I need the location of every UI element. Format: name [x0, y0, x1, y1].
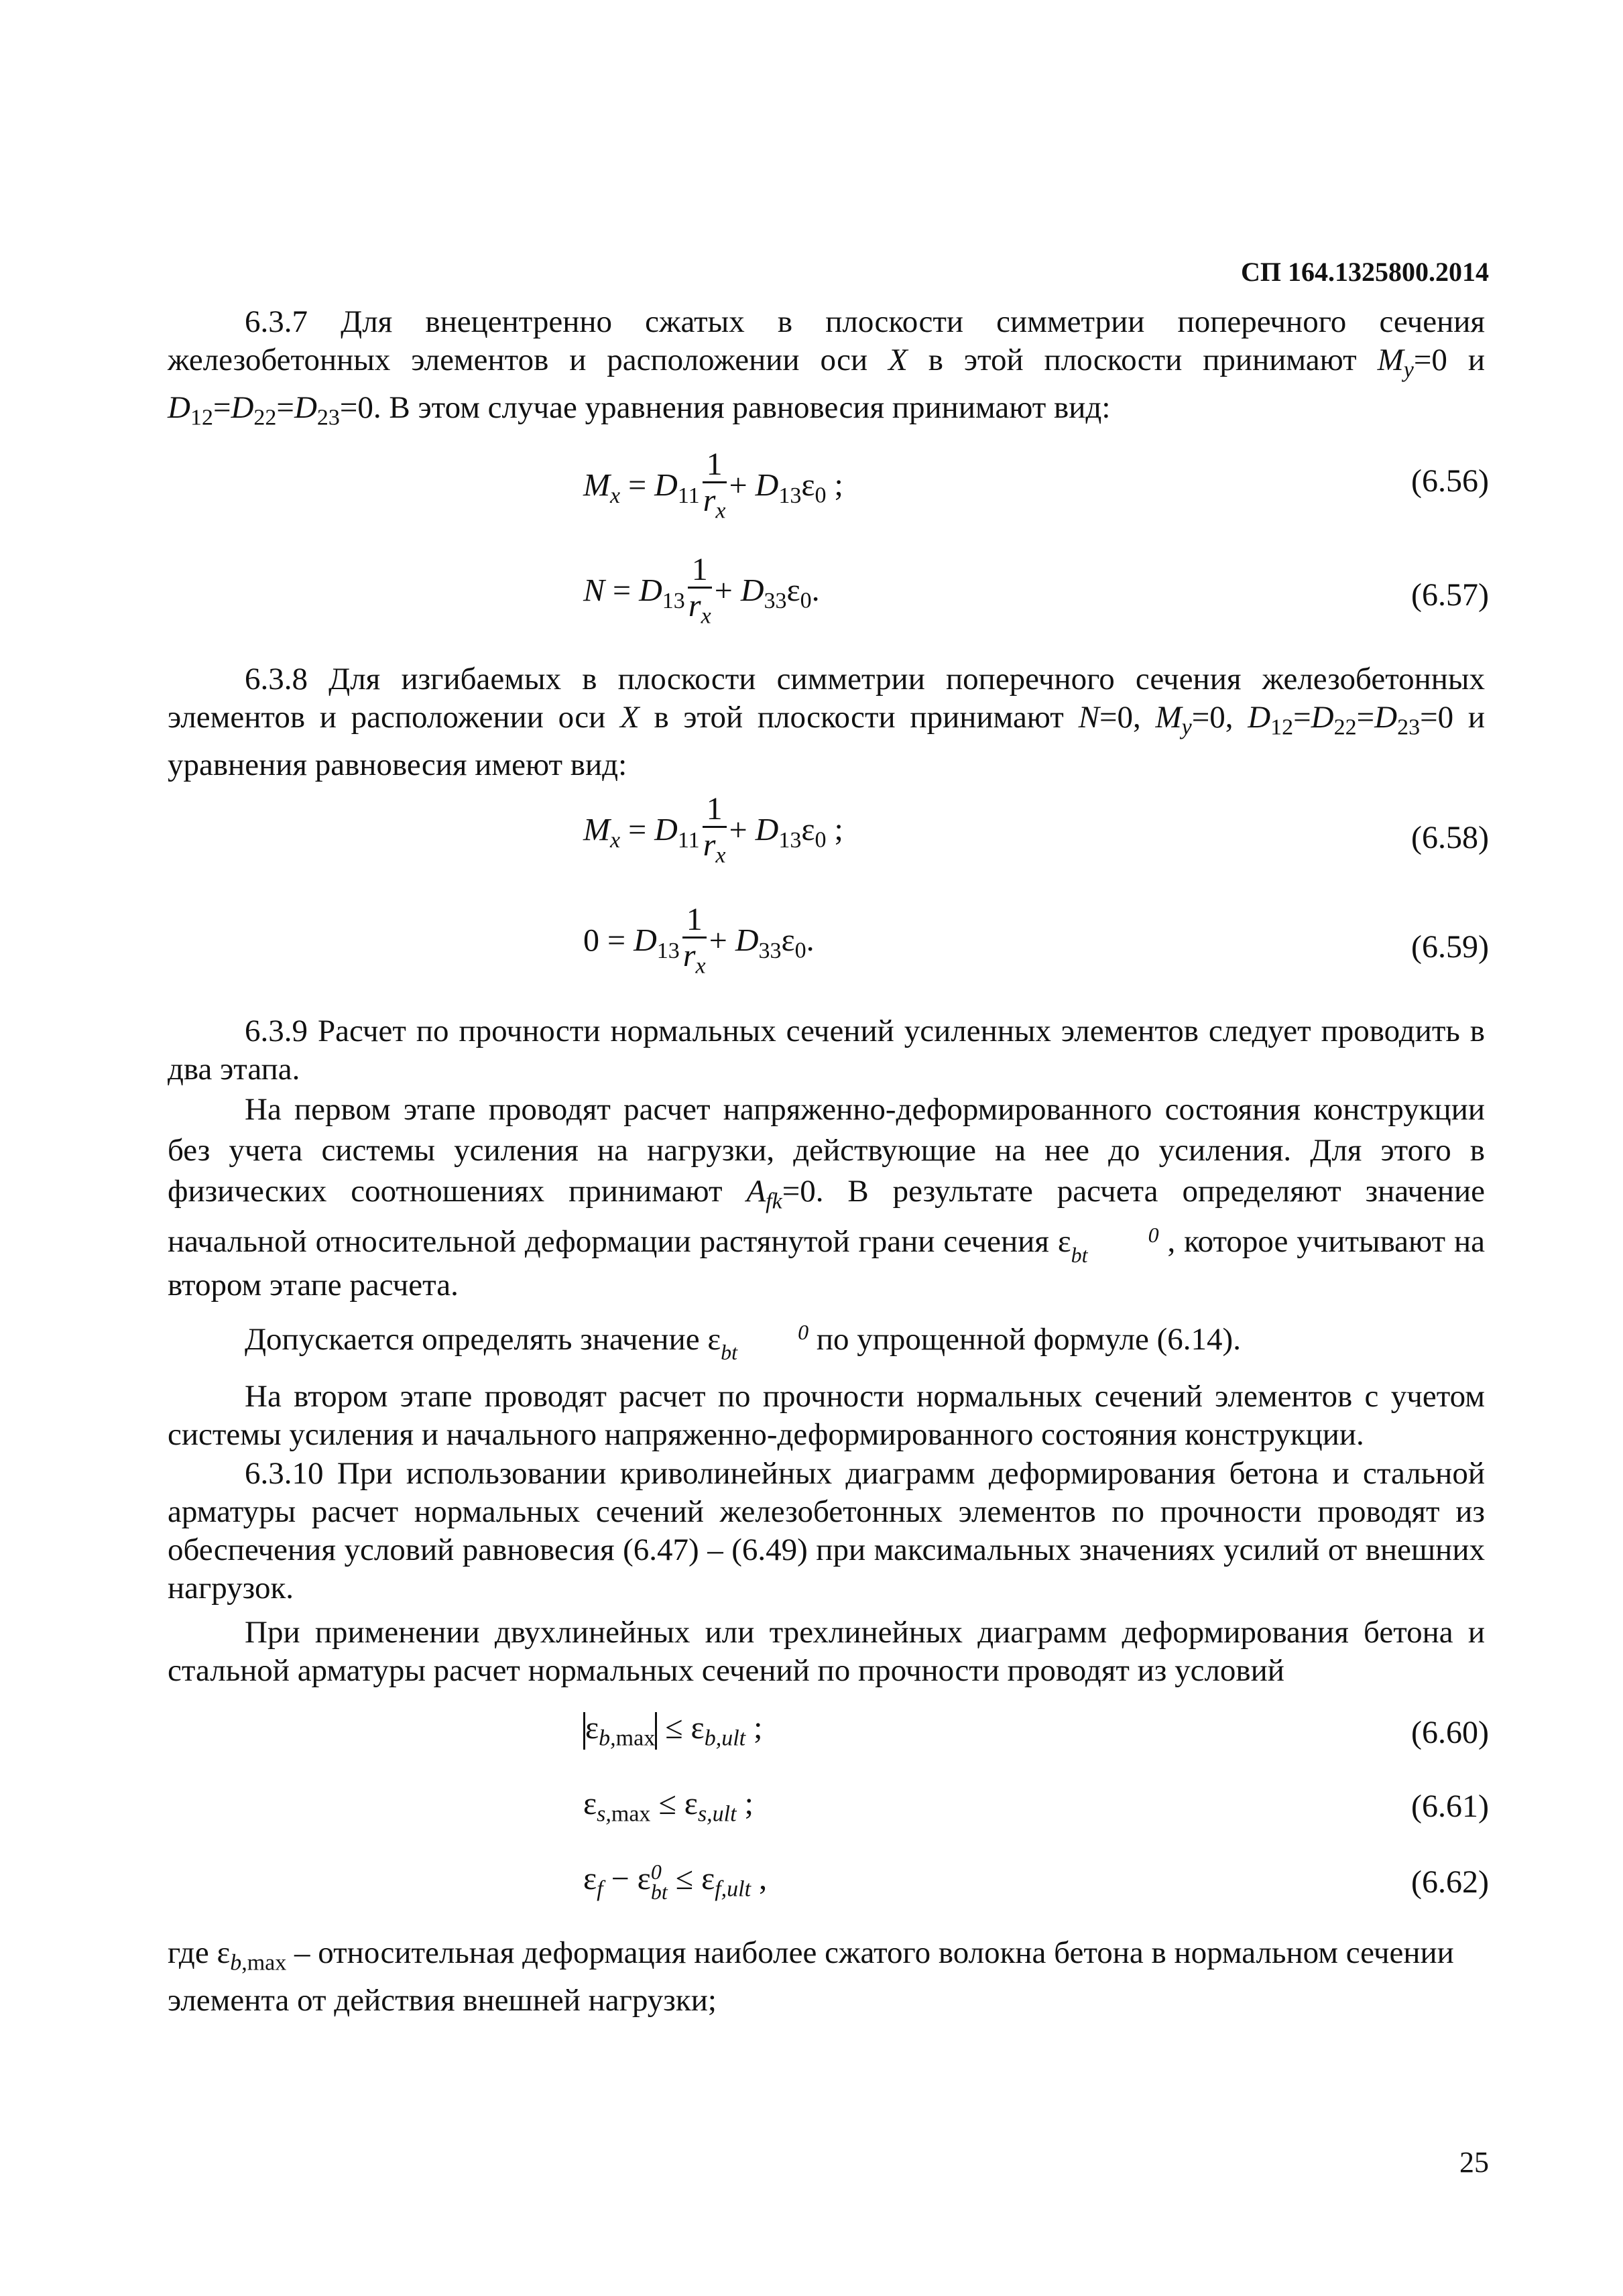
section-6-3-10-conditions: При применении двухлинейных или трехлинейных диаграмм деформирования бетона и стальной арматуры расчет нормальных сечений по прочности проводят из условий	[168, 1615, 1485, 1688]
equation-number-6-57: (6.57)	[1411, 577, 1489, 613]
formula-6-58: $M_x = D_{11}$ $\frac{1}{r_x}$ + $D_{13}\varepsilon_0$ ;	[583, 791, 843, 868]
formula-6-56: $M_x = D_{11}$ $\frac{1}{r_x}$ + $D_{13}\varepsilon_0$ ;	[583, 446, 843, 524]
section-6-3-8-text: 6.3.8 Для изгибаемых в плоскости симметрии поперечного сечения железобетонных элементов и расположении оси X в этой плоскости принимают N=0, $M_y=0$, $D_{12}=D_{22}=D_{23}=0$ и уравнения равновесия имеют вид:	[168, 662, 1485, 783]
formula-6-62: $\varepsilon_f - \varepsilon 0$ bt ≤ $\varepsilon_{f,ult}$ ,	[583, 1859, 768, 1904]
section-6-3-9-stage-one: На первом этапе проводят расчет напряженно-деформированного состояния конструкции без учета системы усиления на нагрузки, действующие на нее до усиления. Для этого в физических соотношениях принимают $A_{fk}=0$. В результате расчета определяют значение начальной относительной деформации растянутой грани сечения ε 0 bt , которое учитывают на втором этапе расчета.	[168, 1092, 1485, 1303]
equation-number-6-56: (6.56)	[1411, 463, 1489, 499]
where-clause	[168, 1934, 1485, 2020]
section-6-3-10-text: 6.3.10 При использовании криволинейных диаграмм деформирования бетона и стальной арматуры расчет нормальных сечений железобетонных элементов по прочности проводят из обеспечения условий равновесия (6.47) – (6.49) при максимальных значениях усилий от внешних нагрузок.	[168, 1456, 1485, 1606]
standard-number: СП 164.1325800.2014	[1241, 257, 1489, 287]
equation-number-6-58: (6.58)	[1411, 820, 1489, 855]
formula-6-61: $\varepsilon_{s,max} \le \varepsilon_{s,ult}$ ;	[583, 1786, 754, 1827]
equation-number-6-59: (6.59)	[1411, 929, 1489, 965]
section-6-3-9-stage-two: На втором этапе проводят расчет по прочности нормальных сечений элементов с учетом системы усиления и начального напряженно-деформированного состояния конструкции.	[168, 1379, 1485, 1452]
page-number: 25	[1459, 2146, 1489, 2179]
section-6-3-7-text: 6.3.7 Для внецентренно сжатых в плоскости симметрии поперечного сечения железобетонных элементов и расположении оси X в этой плоскости принимают $M_y=0$ и $D_{12}=D_{22}=D_{23}=0$. В этом случае уравнения равновесия принимают вид:	[168, 304, 1485, 430]
equation-number-6-61: (6.61)	[1411, 1789, 1489, 1824]
equation-number-6-60: (6.60)	[1411, 1715, 1489, 1750]
section-6-3-9-text: 6.3.9 Расчет по прочности нормальных сечений усиленных элементов следует проводить в два этапа.	[168, 1014, 1485, 1087]
formula-6-60: $\varepsilon_{b,max} \le \varepsilon_{b,ult}$ ;	[583, 1709, 762, 1752]
equation-number-6-62: (6.62)	[1411, 1864, 1489, 1900]
where-lead: где $\varepsilon_{b,max}$ –	[168, 1935, 310, 1976]
formula-6-57: $N = D_{13}$ $\frac{1}{r_x}$ + $D_{33}\varepsilon_0$.	[583, 552, 820, 629]
where-definition: относительная деформация наиболее сжатого волокна бетона в нормальном сечении элемента от действия внешней нагрузки;	[168, 1935, 1454, 2018]
section-6-3-9-simplified: Допускается определять значение ε 0 bt по упрощенной формуле (6.14).	[245, 1320, 1241, 1365]
formula-6-59: $0 = D_{13}$ $\frac{1}{r_x}$ + $D_{33}\varepsilon_0$.	[583, 902, 815, 979]
